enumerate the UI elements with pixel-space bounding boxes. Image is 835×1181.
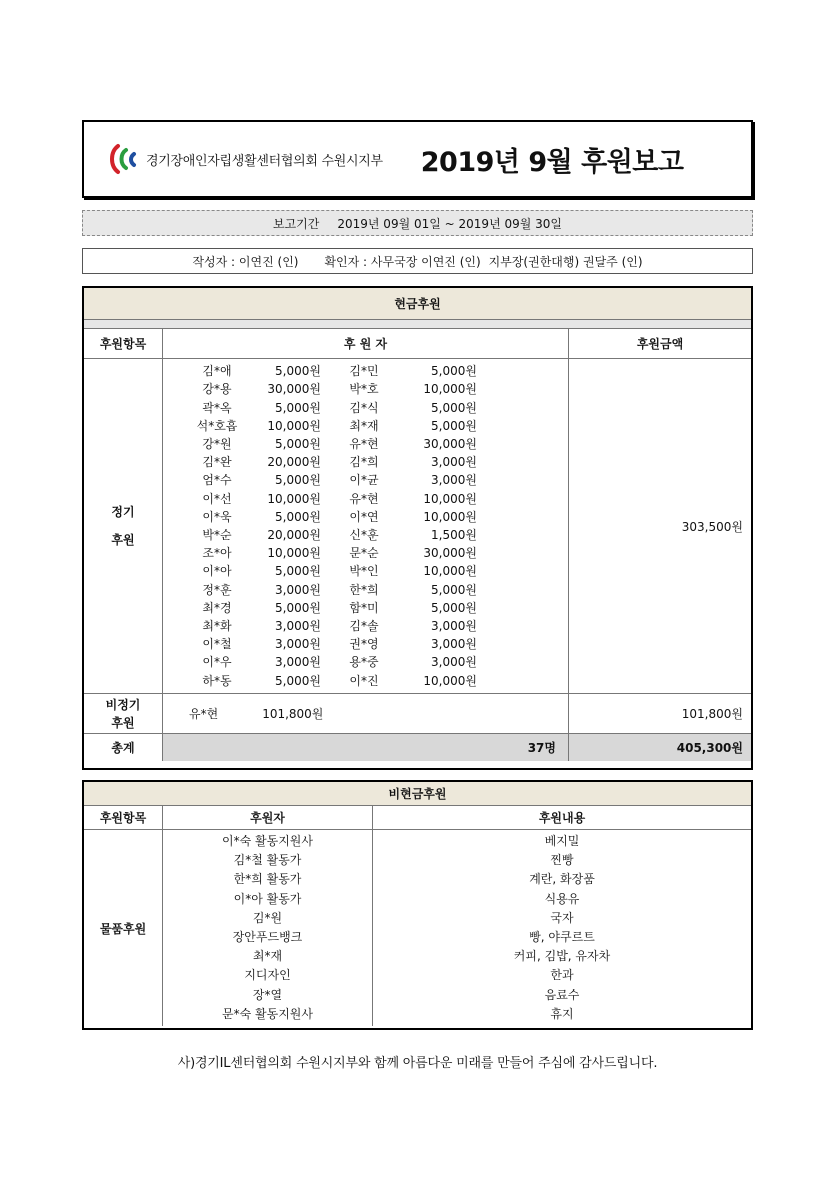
donor-name: 강*용: [202, 382, 232, 397]
donor-amount: 3,000원: [431, 473, 477, 488]
donor-amount: 10,000원: [423, 509, 477, 524]
irregular-label-line2: 후원: [111, 715, 135, 730]
summary-row: [84, 734, 751, 761]
period-value: 2019년 09월 01일 ~ 2019년 09월 30일: [337, 216, 563, 231]
header-donor: 후원자: [163, 806, 373, 829]
cash-header-row: [84, 329, 751, 359]
donor-amount: 3,000원: [431, 619, 477, 634]
donor-amount: 5,000원: [275, 364, 321, 379]
summary-total: 405,300원: [569, 734, 751, 761]
noncash-table-title: 비현금후원: [84, 782, 751, 806]
donor-amount: 3,000원: [431, 455, 477, 470]
organization-logo-icon: [104, 142, 140, 176]
branch-head-text: 지부장(권한대행) 권달주 (인): [488, 254, 643, 269]
donor-name: 최*경: [202, 600, 232, 615]
noncash-donation-table: [82, 780, 753, 1030]
regular-donor-list: [163, 359, 569, 693]
donor-amount: 30,000원: [423, 436, 477, 451]
header-content: 후원내용: [538, 811, 586, 825]
donor-name: 이*진: [349, 673, 379, 688]
donor-name: 유*현: [349, 436, 379, 451]
donor-list: [163, 832, 372, 1024]
donor-name: 이*선: [202, 491, 232, 506]
donor-amount: 3,000원: [275, 619, 321, 634]
period-label: 보고기간: [272, 216, 320, 231]
goods-donor: 장*열: [252, 987, 283, 1002]
goods-content: 빵, 야쿠르트: [529, 930, 595, 944]
donor-name: 김*완: [202, 455, 232, 470]
donor-name: 권*영: [349, 637, 379, 652]
donor-amount: 10,000원: [423, 564, 477, 579]
goods-donor: 한*희 활동가: [233, 872, 302, 887]
donor-name: 이*철: [202, 637, 232, 652]
donor-amount: 5,000원: [275, 400, 321, 415]
goods-donor: 최*재: [252, 949, 283, 964]
donor-name: 김*식: [349, 400, 379, 415]
irregular-donor: [163, 694, 569, 733]
donor-amount: 10,000원: [423, 491, 477, 506]
donor-name: 박*순: [202, 528, 232, 542]
regular-total: 303,500원: [681, 519, 743, 534]
donor-amount: 20,000원: [267, 455, 321, 470]
goods-content: 베지밀: [544, 833, 580, 848]
regular-label-line1: 정기: [111, 505, 135, 519]
donor-amount: 30,000원: [267, 382, 321, 397]
goods-donor: 지디자인: [244, 968, 291, 983]
donor-name: 용*중: [349, 655, 379, 670]
organization-name: 경기장애인자립생활센터협의회 수원시지부: [146, 153, 383, 169]
donor-amount: 10,000원: [267, 418, 321, 433]
donor-name: 이*우: [202, 655, 232, 670]
donor-amount: 5,000원: [431, 400, 477, 415]
donor-amount: 5,000원: [431, 418, 477, 433]
regular-label: [84, 359, 163, 693]
donor-amount: 5,000원: [431, 600, 477, 615]
donor-amount: 5,000원: [431, 582, 477, 597]
donor-name: 하*동: [202, 673, 232, 688]
writer-text: 작성자 : 이연진 (인): [192, 254, 299, 269]
donor-name: 이*아: [202, 564, 232, 579]
goods-content: 찐빵: [550, 853, 574, 868]
donor-name: 박*호: [349, 382, 379, 397]
donor-name: 김*솔: [349, 619, 379, 634]
donor-name: 석*호흡: [196, 418, 238, 433]
donor-name: 함*미: [349, 600, 379, 615]
donor-name: 이*연: [349, 509, 379, 524]
header-amount: 후원금액: [636, 337, 684, 351]
report-title: 2019년 9월 후원보고: [420, 146, 684, 178]
donor-name: 한*희: [349, 582, 379, 597]
goods-donor: 김*철 활동가: [233, 853, 302, 868]
header-donors: 후 원 자: [163, 329, 569, 358]
irregular-total: 101,800원: [681, 707, 743, 721]
goods-content: 음료수: [544, 987, 580, 1002]
donor-amount: 3,000원: [275, 582, 321, 597]
goods-content: 계란, 화장품: [529, 872, 595, 887]
donor-name: 최*재: [349, 418, 379, 433]
goods-donor: 이*숙 활동지원사: [222, 833, 313, 848]
report-header: [82, 120, 753, 198]
regular-label-line2: 후원: [111, 533, 135, 547]
donor-amount: 3,000원: [431, 655, 477, 670]
goods-donation-row: [84, 830, 751, 1026]
report-period: [82, 210, 753, 236]
donor-amount: 5,000원: [275, 564, 321, 579]
donor-amount: 5,000원: [275, 673, 321, 688]
goods-donor: 이*아 활동가: [233, 891, 302, 906]
donor-amount: 5,000원: [275, 600, 321, 615]
donor-name: 이*욱: [202, 509, 232, 524]
donor-name: 최*화: [202, 619, 232, 634]
donor-name: 정*훈: [202, 582, 232, 597]
goods-donor: 김*원: [252, 910, 283, 925]
goods-donor: 장안푸드뱅크: [232, 930, 303, 944]
donor-amount: 5,000원: [275, 509, 321, 524]
goods-donor: 문*숙 활동지원사: [222, 1006, 313, 1021]
cash-table-title: 현금후원: [84, 288, 751, 320]
goods-label: 물품후원: [84, 830, 163, 1026]
irregular-donation-row: [84, 694, 751, 734]
regular-donation-row: [84, 359, 751, 694]
donor-grid: [183, 362, 477, 690]
donor-amount: 30,000원: [423, 546, 477, 561]
donor-name: 유*현: [349, 491, 379, 506]
header-category: 후원항목: [84, 806, 163, 829]
cash-donation-table: [82, 286, 753, 770]
summary-count: 37명: [163, 734, 569, 761]
content-list: [373, 832, 751, 1024]
donor-amount: 10,000원: [267, 546, 321, 561]
signature-line: [82, 248, 753, 274]
irregular-label-line1: 비정기: [105, 697, 141, 712]
goods-content: 식용유: [544, 891, 580, 906]
donor-name: 김*희: [349, 455, 379, 470]
donor-name: 이*균: [349, 473, 379, 488]
summary-label: 총계: [84, 734, 163, 761]
donor-name: 김*애: [202, 364, 232, 379]
donor-name: 조*아: [202, 546, 232, 561]
divider: [84, 320, 751, 329]
donor-name: 박*인: [349, 564, 379, 579]
donor-name: 곽*옥: [202, 400, 232, 415]
donor-amount: 5,000원: [275, 473, 321, 488]
donor-name: 김*민: [349, 364, 379, 379]
goods-content: 국자: [550, 910, 574, 925]
donor-amount: 3,000원: [275, 655, 321, 670]
donor-name: 강*원: [202, 436, 232, 451]
donor-amount: 5,000원: [431, 364, 477, 379]
noncash-header-row: [84, 806, 751, 830]
goods-content: 한과: [550, 968, 574, 983]
donor-amount: 3,000원: [431, 637, 477, 652]
donor-amount: 5,000원: [275, 436, 321, 451]
footer-message: 사)경기IL센터협의회 수원시지부와 함께 아름다운 미래를 만들어 주심에 감사드립니다.: [177, 1056, 658, 1071]
irregular-donor-name: 유*현: [189, 707, 219, 721]
irregular-donor-amount: 101,800원: [262, 707, 324, 721]
donor-amount: 3,000원: [275, 637, 321, 652]
goods-content: 휴지: [550, 1006, 574, 1021]
header-category: 후원항목: [84, 329, 163, 358]
donor-amount: 10,000원: [423, 382, 477, 397]
donor-name: 문*순: [349, 546, 379, 561]
donor-name: 엄*수: [202, 473, 232, 488]
goods-content-list: [373, 830, 751, 1026]
donor-amount: 10,000원: [423, 673, 477, 688]
donor-name: 신*훈: [349, 528, 379, 542]
donor-amount: 1,500원: [431, 528, 477, 542]
donor-amount: 10,000원: [267, 491, 321, 506]
donor-amount: 20,000원: [267, 528, 321, 542]
confirmer-text: 확인자 : 사무국장 이연진 (인): [324, 254, 481, 269]
goods-content: 커피, 김밥, 유자차: [513, 949, 611, 964]
irregular-label: [84, 694, 163, 733]
goods-donor-list: [163, 830, 373, 1026]
